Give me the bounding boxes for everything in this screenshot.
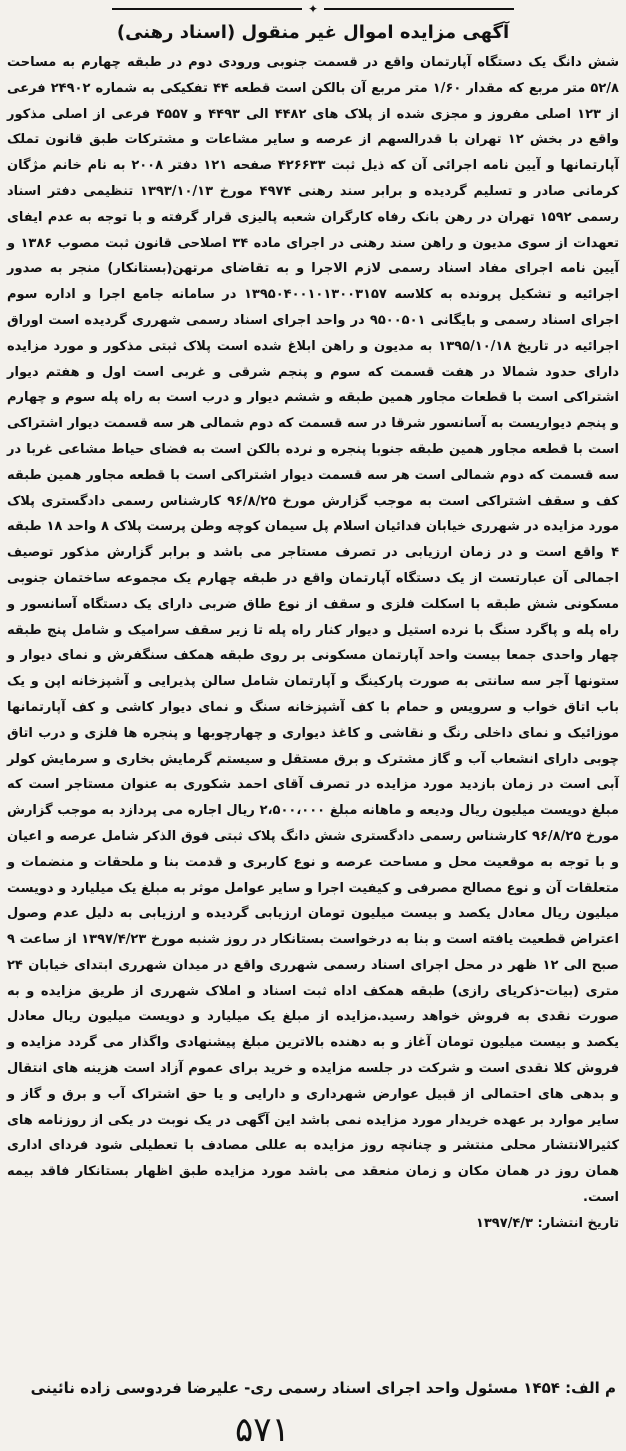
top-border [112,4,514,14]
notice-body [7,50,619,1237]
footer-signature: م الف: ۱۴۵۴ مسئول واحد اجرای اسناد رسمی ری- علیرضا فردوسی زاده نائینی [30,1379,616,1397]
handwritten-stamp: ۵۷۱ [235,1410,290,1450]
publish-date: تاریخ انتشار: ۱۳۹۷/۴/۳ [475,1215,619,1231]
notice-body-text: شش دانگ یک دستگاه آپارتمان واقع در قسمت جنوبی ورودی دوم در طبقه چهارم به مساحت ۵۲/۸ متر مربع که مقدار ۱/۶۰ متر مربع آن بالکن است قطعه ۴۴ تفکیکی به شماره ۲۴۹۰۲ فرعی از ۱۲۳ اصلی مفروز و مجزی شده از پلاک های ۴۴۸۲ الی ۴۴۹۳ و ۴۵۵۷ فرعی از اصلی مذکور واقع در بخش ۱۲ تهران با قدرالسهم از عرصه و سایر مشاعات و مشترکات طبق قانون تملک آپارتمانها و آیین نامه اجرائی آن که ذیل ثبت ۴۲۶۶۳۳ صفحه ۱۲۱ دفتر ۲۰۰۸ به نام خانم مژگان کرمانی صادر و تسلیم گردیده و برابر سند رهنی ۴۹۷۴ مورخ ۱۳۹۳/۱۰/۱۳ تنظیمی دفتر اسناد رسمی ۱۵۹۲ تهران در رهن بانک رفاه کارگران شعبه پالیزی قرار گرفته و با توجه به عدم ایفای تعهدات از سوی مدیون و راهن سند رهنی در اجرای ماده ۳۴ اصلاحی قانون ثبت مصوب ۱۳۸۶ و آیین نامه اجرای مفاد اسناد رسمی لازم الاجرا و به تقاضای مرتهن(بستانکار) منجر به صدور اجرائیه و تشکیل پرونده به کلاسه ۱۳۹۵۰۴۰۰۱۰۱۳۰۰۳۱۵۷ در سامانه جامع اجرا و اداره سوم اجرای اسناد رسمی و بایگانی ۹۵۰۰۵۰۱ در واحد اجرای اسناد رسمی شهرری گردیده است اوراق اجرائیه در تاریخ ۱۳۹۵/۱۰/۱۸ به مدیون و راهن ابلاغ شده است پلاک ثبتی مذکور و مورد مزایده دارای حدود شمالا در هفت قسمت که سوم و پنجم شرقی و غربی است اول و هفتم دیوار اشتراکی است با قطعات مجاور همین طبقه و ششم دیوار و درب است به راه پله سوم و چهارم و پنجم دیواریست به آسانسور شرقا در سه قسمت که دوم شمالی هر سه قسمت دیوار اشتراکی است با قطعه مجاور همین طبقه جنوبا پنجره و نرده بالکن است به فضای حیاط مشاعی غربا در سه قسمت که دوم شمالی است هر سه قسمت دیوار اشتراکی است با قطعه مجاور همین طبقه کف و سقف اشتراکی است به موجب گزارش مورخ ۹۶/۸/۲۵ کارشناس رسمی دادگستری پلاک مورد مزایده در شهرری خیابان فدائیان اسلام پل سیمان کوچه وطن پرست پلاک ۸ واحد ۱۸ طبقه ۴ واقع است و در زمان ارزیابی در تصرف مستاجر می باشد و برابر گزارش مذکور توصیف اجمالی آن عبارتست از یک دستگاه آپارتمان واقع در طبقه چهارم یک مجموعه ساختمان جنوبی مسکونی شش طبقه با اسکلت فلزی و سقف از نوع طاق ضربی دارای یک دستگاه آسانسور و راه پله و پاگرد سنگ با نرده استیل و دیوار کنار راه پله تا زیر سقف سرامیک و شامل پنج طبقه چهار واحدی جمعا بیست واحد آپارتمان مسکونی بر روی طبقه همکف سنگفرش و نمای دیوار و ستونها آجر سه سانتی به صورت پارکینگ و آپارتمان شامل سالن پذیرایی و آشپزخانه اپن و یک باب اتاق خواب و سرویس و حمام با کف آشپزخانه سنگ و نمای دیوار کاشی و کف آپارتمانها موزائیک و نمای داخلی رنگ و نقاشی و کاغذ دیواری و چهارچوبها و پنجره ها فلزی و درب اتاق چوبی دارای انشعاب آب و گاز مشترک و برق مستقل و سیستم گرمایش بخاری و سرمایش کولر آبی است در زمان بازدید مورد مزایده در تصرف آقای احمد شکوری به عنوان مستاجر است که مبلغ دویست میلیون ریال ودیعه و ماهانه مبلغ ۲،۵۰۰،۰۰۰ ریال اجاره می پردازد به موجب گزارش مورخ ۹۶/۸/۲۵ کارشناس رسمی دادگستری شش دانگ پلاک ثبتی فوق الذکر شامل عرصه و اعیان و با توجه به موقعیت محل و مساحت عرصه و نوع کاربری و قدمت بنا و ملحقات و منضمات و متعلقات آن و نوع مصالح مصرفی و کیفیت اجرا و سایر عوامل موثر به مبلغ یک میلیارد و دویست میلیون ریال معادل یکصد و بیست میلیون تومان ارزیابی گردیده و ارزیابی به دلیل عدم وصول اعتراض قطعیت یافته است و بنا به درخواست بستانکار در روز شنبه مورخ ۱۳۹۷/۴/۲۳ از ساعت ۹ صبح الی ۱۲ ظهر در محل اجرای اسناد رسمی شهرری واقع در میدان شهرری ابتدای خیابان ۲۴ متری (بیات-ذکریای رازی) طبقه همکف اداه ثبت اسناد و املاک شهرری از طریق مزایده و به صورت نقدی به فروش خواهد رسید.مزایده از مبلغ یک میلیارد و دویست میلیون ریال معادل یکصد و بیست میلیون تومان آغاز و به دهنده بالاترین مبلغ پیشنهادی واگذار می گردد مزایده و فروش کلا نقدی است و شرکت در جلسه مزایده و خرید برای عموم آزاد است هزینه های انتقال و بدهی های احتمالی از قبیل عوارض شهرداری و دارایی و یا حق اشتراک آب و برق و گاز و سایر موارد بر عهده خریدار مورد مزایده نمی باشد این آگهی در یک نوبت در یکی از روزنامه های کثیرالانتشار محلی منتشر و چنانچه روز مزایده به عللی مصادف با تعطیلی شود فردای اداری همان روز در همان مکان و زمان منعقد می باشد مورد مزایده طبق اظهار بستانکار فاقد بیمه است. [7,55,620,1206]
notice-title: آگهی مزایده اموال غیر منقول (اسناد رهنی) [116,22,510,43]
ornament-icon: ✦ [302,4,324,14]
